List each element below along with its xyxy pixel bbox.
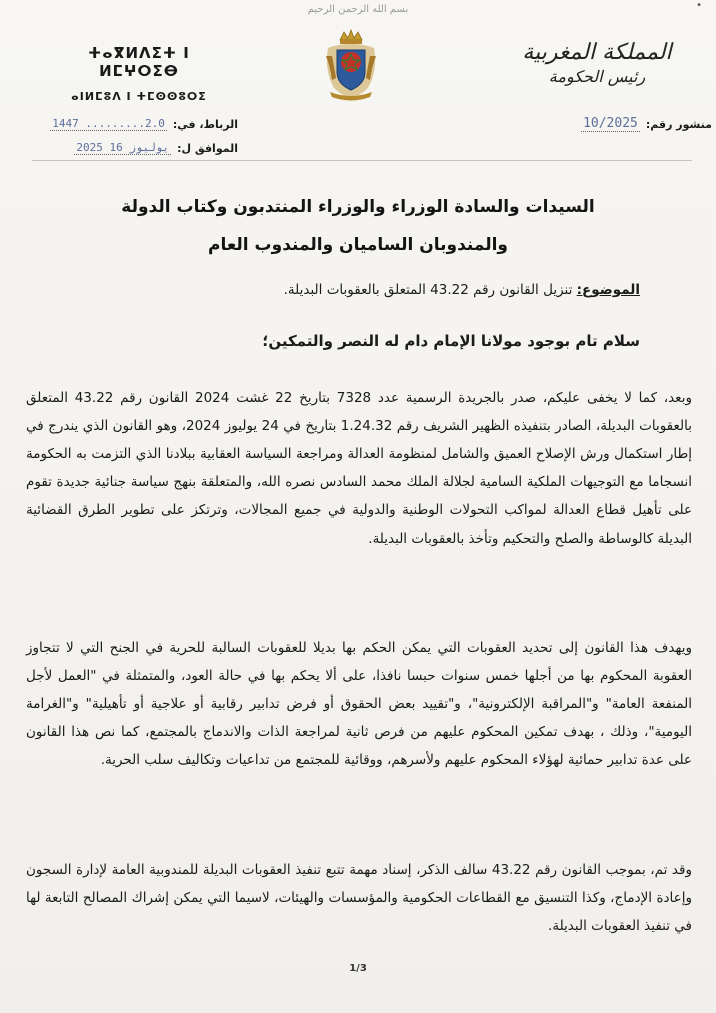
- subject-line: [284, 282, 640, 298]
- addressee-line-1: السيدات والسادة الوزراء والوزراء المنتدبون وكتاب الدولة: [121, 197, 595, 217]
- tifinagh-line-1: ⵜⴰⴳⵍⴷⵉⵜ ⵏ ⵍⵎⵖⵔⵉⴱ: [88, 44, 190, 80]
- tifinagh-line-2: ⴰⵏⵍⵎⵓⴷ ⵏ ⵜⵎⵙⵙⵓⵔⵉ: [71, 90, 207, 103]
- corresponding-date-label: الموافق ل:: [177, 141, 238, 155]
- page-number: 1/3: [349, 963, 367, 974]
- gregorian-date-stamp: 2025 يوليوز 16: [76, 141, 170, 154]
- tifinagh-header: [64, 44, 214, 103]
- rabat-date-label: الرباط، في:: [172, 117, 238, 131]
- subject-label: الموضوع:: [576, 282, 640, 298]
- basmala: بسم الله الرحمن الرحيم: [307, 4, 409, 15]
- greeting: سلام تام بوجود مولانا الإمام دام له النصر والتمكين؛: [262, 332, 640, 350]
- addressee-line-2: والمندوبان الساميان والمندوب العام: [207, 235, 508, 255]
- head-of-government-title: رئيس الحكومة: [548, 67, 646, 86]
- circular-number-stamp: 10/2025: [583, 116, 638, 131]
- coat-of-arms-icon: [320, 26, 382, 102]
- circular-reference: [482, 112, 712, 136]
- kingdom-title: المملكة المغربية: [522, 40, 672, 65]
- addressee-block: [30, 188, 686, 264]
- subject-text: تنزيل القانون رقم 43.22 المتعلق بالعقوبات البديلة.: [283, 282, 577, 298]
- date-reference: [38, 112, 238, 160]
- paragraph-1: وبعد، كما لا يخفى عليكم، صدر بالجريدة الرسمية عدد 7328 بتاريخ 22 غشت 2024 القانون رقم 43.22 المتعلق بالعقوبات البديلة، الصادر بتنفيذه الظهير الشريف رقم 1.24.32 بتاريخ في 24 يوليوز 2024، وهو القانون الذي يندرج في إطار استكمال ورش الإصلاح العميق والشامل لمنظومة العدالة ومراجعة السياسة العقابية ببلادنا الذي التزمت به الحكومة انسجاما مع التوجيهات الملكية السامية لجلالة الملك محمد السادس نصره الله، والمتعلقة بنهج سياسة جنائية جديدة تقوم على تأهيل قطاع العدالة لمواكب التحولات الوطنية والدولية في جميع المجالات، وترتكز على تطوير الطرق القضائية البديلة كالوساطة والصلح والتحكيم وتأخذ بالعقوبات البديلة.: [26, 389, 692, 547]
- circular-number-label: منشور رقم:: [645, 117, 712, 131]
- kingdom-header: [522, 40, 672, 86]
- corner-mark: •: [696, 0, 702, 11]
- header-divider: [32, 160, 692, 161]
- paragraph-3: وقد تم، بموجب القانون رقم 43.22 سالف الذكر، إسناد مهمة تتبع تنفيذ العقوبات البديلة للمندوبية العامة لإدارة السجون وإعادة الإدماج، وكذا التنسيق مع القطاعات الحكومية والمؤسسات والهيئات، لاسيما التي يمكن إشراك المصالح التابعة لها في تنفيذ العقوبات البديلة.: [26, 861, 692, 934]
- hijri-date-stamp: 1447 .........2.0: [52, 117, 165, 130]
- paragraph-2: ويهدف هذا القانون إلى تحديد العقوبات التي يمكن الحكم بها بديلا للعقوبات السالبة للحرية في الجنح التي لا تتجاوز العقوبة المحكوم بها من أجلها خمس سنوات حبسا نافذا، على ألا يحكم بها في حالة العود، والمتمثلة في "العمل لأجل المنفعة العامة" و"المراقبة الإلكترونية"، و"تقييد بعض الحقوق أو فرض تدابير رقابية أو علاجية أو تأهيلية" و"الغرامة اليومية"، وذلك ، بهدف تمكين المحكوم عليهم من فرص ثانية لمراجعة الذات والاندماج بالمجتمع، كما نص هذا القانون على عدة تدابير حمائية لهؤلاء المحكوم عليهم ولأسرهم، ووقائية للمجتمع من تداعيات وتكاليف سلب الحرية.: [26, 639, 692, 769]
